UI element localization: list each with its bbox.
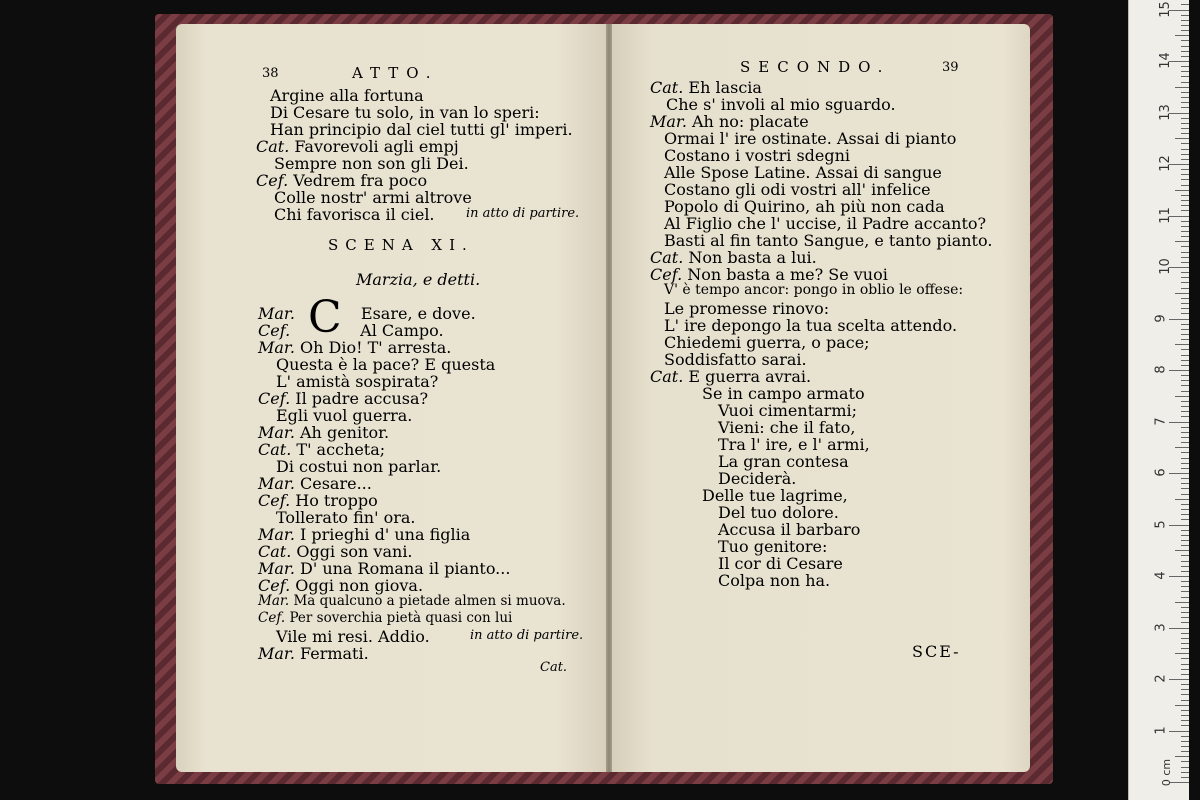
ruler-tick xyxy=(1181,272,1189,273)
ruler-tick xyxy=(1181,179,1189,180)
ruler-tick xyxy=(1181,288,1189,289)
catchword: Cat. xyxy=(540,660,568,675)
ruler-tick xyxy=(1181,20,1189,21)
ruler-tick xyxy=(1169,628,1189,629)
line-text: Ah no: placate xyxy=(692,112,809,131)
dialogue-line: Ormai l' ire ostinate. Assai di pianto xyxy=(664,129,957,148)
ruler-tick xyxy=(1181,102,1189,103)
dialogue-line: Che s' involi al mio sguardo. xyxy=(666,95,896,114)
ruler-tick xyxy=(1181,143,1189,144)
aria-line: Se in campo armato xyxy=(702,384,865,403)
line-text: Al Campo. xyxy=(360,321,444,340)
ruler-tick xyxy=(1181,236,1189,237)
speaker-tag: Mar. xyxy=(258,423,295,442)
ruler-tick xyxy=(1181,92,1189,93)
ruler-tick xyxy=(1181,51,1189,52)
dialogue-line: V' è tempo ancor: pongo in oblio le offese: xyxy=(664,282,964,298)
ruler-tick xyxy=(1181,174,1189,175)
ruler-tick xyxy=(1181,504,1189,505)
line-text: Ho troppo xyxy=(295,491,378,510)
dialogue-line xyxy=(258,644,369,663)
ruler-tick xyxy=(1175,550,1189,551)
ruler-tick xyxy=(1181,385,1189,386)
line-text: I prieghi d' una figlia xyxy=(300,525,471,544)
measuring-ruler xyxy=(1128,0,1189,800)
dialogue-line: Questa è la pace? E questa xyxy=(276,355,496,374)
ruler-tick xyxy=(1181,772,1189,773)
dialogue-line: Tollerato fin' ora. xyxy=(276,508,416,527)
ruler-tick xyxy=(1181,509,1189,510)
ruler-tick xyxy=(1181,30,1189,31)
ruler-number: 8 xyxy=(1153,365,1169,374)
ruler-tick xyxy=(1175,499,1189,500)
ruler-tick xyxy=(1175,293,1189,294)
ruler-tick xyxy=(1175,756,1189,757)
ruler-tick xyxy=(1181,329,1189,330)
ruler-tick xyxy=(1181,540,1189,541)
ruler-tick xyxy=(1169,319,1189,320)
ruler-tick xyxy=(1181,530,1189,531)
ruler-tick xyxy=(1181,684,1189,685)
ruler-tick xyxy=(1181,15,1189,16)
speaker-tag: Mar. xyxy=(258,593,290,609)
ruler-tick xyxy=(1181,200,1189,201)
scene-cast: Marzia, e detti. xyxy=(356,270,481,289)
ruler-tick xyxy=(1181,519,1189,520)
line-text: Esare, e dove. xyxy=(360,304,476,323)
speaker-tag: Cef. xyxy=(256,171,289,190)
ruler-tick xyxy=(1181,571,1189,572)
line-text: Per soverchia pietà quasi con lui xyxy=(289,610,513,626)
ruler-number: 1 xyxy=(1153,725,1169,735)
ruler-tick xyxy=(1181,375,1189,376)
ruler-tick xyxy=(1181,715,1189,716)
line-text: Favorevoli agli empj xyxy=(294,137,459,156)
ruler-tick xyxy=(1181,195,1189,196)
ruler-tick xyxy=(1181,169,1189,170)
ruler-tick xyxy=(1181,308,1189,309)
line-text: Non basta a lui. xyxy=(688,248,817,267)
ruler-tick xyxy=(1181,401,1189,402)
catchword: SCE- xyxy=(912,642,961,661)
dialogue-line: Costano gli odi vostri all' infelice xyxy=(664,180,931,199)
ruler-number: 6 xyxy=(1153,468,1169,477)
right-page-number: 39 xyxy=(942,60,959,75)
speaker-tag: Mar. xyxy=(258,338,295,357)
dialogue-line: Chiedemi guerra, o pace; xyxy=(664,333,870,352)
dialogue-line: Popolo di Quirino, ah più non cada xyxy=(664,197,945,216)
aria-line: Tra l' ire, e l' armi, xyxy=(718,435,870,454)
ruler-tick xyxy=(1181,607,1189,608)
aria-line: Vieni: che il fato, xyxy=(718,418,856,437)
dialogue-line xyxy=(258,610,512,626)
ruler-tick xyxy=(1181,648,1189,649)
ruler-tick xyxy=(1175,35,1189,36)
line-text: Cesare... xyxy=(300,474,372,493)
aria-line: Deciderà. xyxy=(718,469,797,488)
aria-line: Del tuo dolore. xyxy=(718,503,839,522)
ruler-tick xyxy=(1181,226,1189,227)
line-text: E guerra avrai. xyxy=(688,367,812,386)
left-page-number: 38 xyxy=(262,66,279,81)
ruler-tick xyxy=(1169,525,1189,526)
ruler-tick xyxy=(1181,334,1189,335)
ruler-tick xyxy=(1181,751,1189,752)
ruler-tick xyxy=(1181,561,1189,562)
ruler-tick xyxy=(1181,658,1189,659)
ruler-tick xyxy=(1181,360,1189,361)
dialogue-line: Basti al fin tanto Sangue, e tanto pianto. xyxy=(664,231,993,250)
speaker-tag: Mar. xyxy=(258,304,295,323)
ruler-tick xyxy=(1181,741,1189,742)
speaker-tag: Mar. xyxy=(258,525,295,544)
ruler-tick xyxy=(1181,566,1189,567)
ruler-tick xyxy=(1181,411,1189,412)
ruler-tick xyxy=(1181,205,1189,206)
ruler-number: 7 xyxy=(1153,416,1169,426)
line-text: D' una Romana il pianto... xyxy=(300,559,511,578)
ruler-tick xyxy=(1181,591,1189,592)
dialogue-line: Vile mi resi. Addio. xyxy=(276,627,430,646)
ruler-tick xyxy=(1181,118,1189,119)
ruler-tick xyxy=(1181,736,1189,737)
ruler-number: 12 xyxy=(1157,155,1173,172)
speaker-tag: Mar. xyxy=(258,644,295,663)
line-text: Fermati. xyxy=(300,644,369,663)
ruler-tick xyxy=(1181,468,1189,469)
ruler-tick xyxy=(1181,777,1189,778)
aria-line: Il cor di Cesare xyxy=(718,554,843,573)
line-text: Oh Dio! T' arresta. xyxy=(300,338,452,357)
speaker-tag: Cat. xyxy=(258,440,292,459)
ruler-tick xyxy=(1181,514,1189,515)
text-line: Han principio dal ciel tutti gl' imperi. xyxy=(270,120,573,139)
aria-line: Delle tue lagrime, xyxy=(702,486,848,505)
ruler-tick xyxy=(1181,597,1189,598)
ruler-tick xyxy=(1181,303,1189,304)
speaker-tag: Cat. xyxy=(650,78,684,97)
dialogue-line: Alle Spose Latine. Assai di sangue xyxy=(664,163,942,182)
ruler-tick xyxy=(1175,190,1189,191)
dialogue-line: Al Figlio che l' uccise, il Padre accanto? xyxy=(664,214,987,233)
dialogue-line: L' amistà sospirata? xyxy=(276,372,439,391)
ruler-tick xyxy=(1181,586,1189,587)
ruler-number: 9 xyxy=(1153,313,1169,323)
speaker-tag: Cef. xyxy=(258,491,291,510)
ruler-tick xyxy=(1175,653,1189,654)
stage-direction: in atto di partire. xyxy=(470,628,584,643)
ruler-number: 10 xyxy=(1157,258,1173,275)
ruler-tick xyxy=(1181,669,1189,670)
speaker-tag: Mar. xyxy=(258,474,295,493)
line-text: Ma qualcuno a pietade almen si muova. xyxy=(293,593,566,609)
ruler-number: 2 xyxy=(1153,674,1169,683)
ruler-tick xyxy=(1181,638,1189,639)
ruler-number: 14 xyxy=(1157,52,1173,69)
ruler-tick xyxy=(1181,689,1189,690)
ruler-tick xyxy=(1169,679,1189,680)
ruler-tick xyxy=(1181,210,1189,211)
ruler-tick xyxy=(1181,66,1189,67)
ruler-tick xyxy=(1175,241,1189,242)
ruler-tick xyxy=(1181,40,1189,41)
ruler-tick xyxy=(1181,149,1189,150)
ruler-tick xyxy=(1181,710,1189,711)
ruler-tick xyxy=(1181,432,1189,433)
line-text: Ah genitor. xyxy=(300,423,390,442)
ruler-tick xyxy=(1181,154,1189,155)
scene-title: SCENA XI. xyxy=(328,236,474,254)
speaker-tag: Mar. xyxy=(258,559,295,578)
ruler-tick xyxy=(1181,324,1189,325)
ruler-tick xyxy=(1175,138,1189,139)
ruler-tick xyxy=(1181,277,1189,278)
ruler-tick xyxy=(1181,298,1189,299)
ruler-tick xyxy=(1181,581,1189,582)
ruler-tick xyxy=(1181,185,1189,186)
ruler-tick xyxy=(1181,725,1189,726)
ruler-tick xyxy=(1181,246,1189,247)
ruler-tick xyxy=(1175,396,1189,397)
line-text: Il padre accusa? xyxy=(295,389,429,408)
ruler-tick xyxy=(1181,720,1189,721)
aria-line: Vuoi cimentarmi; xyxy=(718,401,857,420)
ruler-tick xyxy=(1181,313,1189,314)
ruler-number: 5 xyxy=(1153,519,1169,529)
ruler-tick xyxy=(1181,488,1189,489)
ruler-tick xyxy=(1181,123,1189,124)
ruler-tick xyxy=(1181,56,1189,57)
ruler-tick xyxy=(1169,473,1189,474)
dialogue-line: Colle nostr' armi altrove xyxy=(274,188,472,207)
dialogue-line: Soddisfatto sarai. xyxy=(664,350,807,369)
ruler-tick xyxy=(1181,128,1189,129)
ruler-number: 11 xyxy=(1157,206,1173,224)
ruler-tick xyxy=(1181,71,1189,72)
speaker-tag: Cef. xyxy=(258,610,286,626)
ruler-tick xyxy=(1181,231,1189,232)
ruler-tick xyxy=(1181,437,1189,438)
speaker-tag: Cef. xyxy=(258,321,291,340)
dialogue-line: Le promesse rinovo: xyxy=(664,299,830,318)
aria-line: Tuo genitore: xyxy=(718,537,828,556)
dialogue-line: Di costui non parlar. xyxy=(276,457,442,476)
left-running-header: ATTO. xyxy=(352,64,439,82)
speaker-tag: Cat. xyxy=(256,137,290,156)
ruler-tick xyxy=(1175,447,1189,448)
text-line: Di Cesare tu solo, in van lo speri: xyxy=(270,103,540,122)
ruler-tick xyxy=(1181,664,1189,665)
ruler-tick xyxy=(1181,463,1189,464)
ruler-number: 4 xyxy=(1153,571,1169,580)
ruler-tick xyxy=(1181,252,1189,253)
ruler-tick xyxy=(1181,761,1189,762)
speaker-tag: Cef. xyxy=(258,576,291,595)
ruler-tick xyxy=(1175,705,1189,706)
speaker-tag: Cat. xyxy=(258,542,292,561)
ruler-tick xyxy=(1181,76,1189,77)
ruler-tick xyxy=(1181,633,1189,634)
ruler-tick xyxy=(1181,535,1189,536)
ruler-tick xyxy=(1181,622,1189,623)
ruler-tick xyxy=(1181,221,1189,222)
drop-capital: C xyxy=(308,292,342,343)
ruler-tick xyxy=(1181,349,1189,350)
line-text: Vedrem fra poco xyxy=(293,171,428,190)
line-text: Oggi non giova. xyxy=(295,576,424,595)
ruler-number: 15 xyxy=(1157,0,1173,18)
dialogue-line: Sempre non son gli Dei. xyxy=(274,154,469,173)
dialogue-line: Egli vuol guerra. xyxy=(276,406,413,425)
ruler-tick xyxy=(1181,257,1189,258)
ruler-tick xyxy=(1169,370,1189,371)
text-line: Argine alla fortuna xyxy=(270,86,424,105)
ruler-tick xyxy=(1169,576,1189,577)
ruler-tick xyxy=(1181,365,1189,366)
dialogue-line xyxy=(258,593,566,609)
ruler-tick xyxy=(1181,355,1189,356)
ruler-tick xyxy=(1169,731,1189,732)
ruler-tick xyxy=(1181,483,1189,484)
ruler-tick xyxy=(1181,282,1189,283)
aria-line: La gran contesa xyxy=(718,452,849,471)
ruler-tick xyxy=(1181,107,1189,108)
dialogue-line: Chi favorisca il ciel. xyxy=(274,205,435,224)
ruler-tick xyxy=(1181,617,1189,618)
speaker-tag: Cat. xyxy=(650,367,684,386)
speaker-tag: Cef. xyxy=(258,389,291,408)
ruler-tick xyxy=(1181,494,1189,495)
ruler-tick xyxy=(1181,339,1189,340)
speaker-tag: Mar. xyxy=(650,112,687,131)
right-running-header: SECONDO. xyxy=(740,58,891,76)
ruler-tick xyxy=(1181,452,1189,453)
stage-direction: in atto di partire. xyxy=(466,206,580,221)
speaker-tag: Cat. xyxy=(650,248,684,267)
ruler-tick xyxy=(1181,478,1189,479)
dialogue-line: Costano i vostri sdegni xyxy=(664,146,851,165)
line-text: T' accheta; xyxy=(296,440,386,459)
line-text: Eh lascia xyxy=(688,78,762,97)
ruler-tick xyxy=(1181,97,1189,98)
ruler-unit: 0 cm xyxy=(1160,758,1174,787)
ruler-tick xyxy=(1181,159,1189,160)
ruler-tick xyxy=(1181,545,1189,546)
ruler-tick xyxy=(1181,458,1189,459)
ruler-number: 3 xyxy=(1153,622,1169,632)
ruler-tick xyxy=(1175,87,1189,88)
ruler-tick xyxy=(1181,612,1189,613)
ruler-tick xyxy=(1175,602,1189,603)
ruler-tick xyxy=(1175,344,1189,345)
ruler-tick xyxy=(1181,4,1189,5)
ruler-tick xyxy=(1181,694,1189,695)
ruler-number: 13 xyxy=(1157,103,1173,121)
ruler-tick xyxy=(1181,427,1189,428)
ruler-tick xyxy=(1181,380,1189,381)
ruler-tick xyxy=(1181,406,1189,407)
ruler-tick xyxy=(1181,133,1189,134)
dialogue-line: L' ire depongo la tua scelta attendo. xyxy=(664,316,958,335)
ruler-tick xyxy=(1181,82,1189,83)
ruler-tick xyxy=(1181,262,1189,263)
line-text: Oggi son vani. xyxy=(296,542,413,561)
ruler-tick xyxy=(1181,416,1189,417)
ruler-tick xyxy=(1181,442,1189,443)
ruler-tick xyxy=(1181,25,1189,26)
ruler-tick xyxy=(1181,700,1189,701)
ruler-tick xyxy=(1181,555,1189,556)
line-text: Non basta a me? Se vuoi xyxy=(687,265,888,284)
aria-line: Accusa il barbaro xyxy=(718,520,861,539)
ruler-tick xyxy=(1181,746,1189,747)
ruler-tick xyxy=(1181,767,1189,768)
aria-line: Colpa non ha. xyxy=(718,571,831,590)
ruler-tick xyxy=(1181,643,1189,644)
ruler-tick xyxy=(1181,46,1189,47)
speaker-tag: Cef. xyxy=(650,265,683,284)
ruler-tick xyxy=(1181,391,1189,392)
ruler-tick xyxy=(1169,422,1189,423)
ruler-tick xyxy=(1181,674,1189,675)
